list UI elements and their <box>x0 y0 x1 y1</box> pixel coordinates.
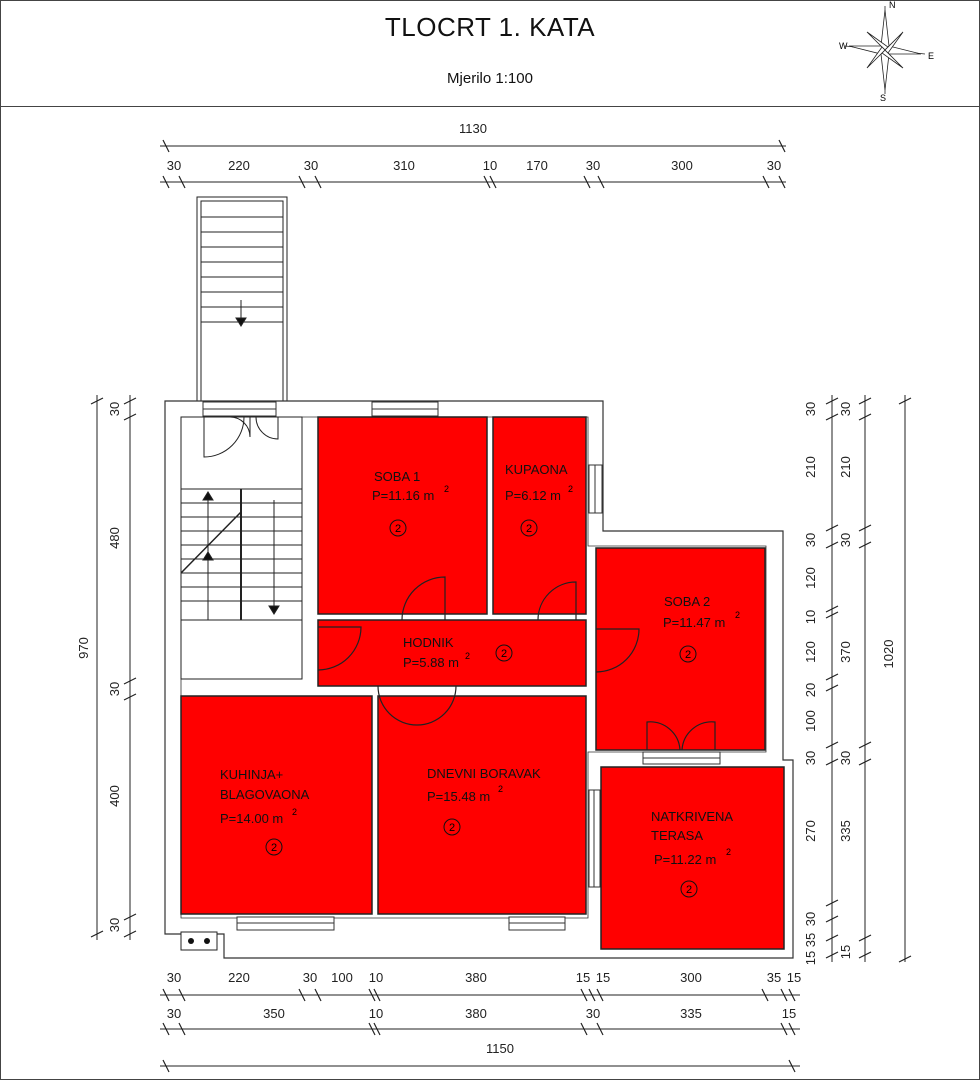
dim-bottom: 380 <box>465 1006 487 1021</box>
dim-bottom: 30 <box>166 1006 182 1021</box>
room-name-2: BLAGOVAONA <box>220 787 310 802</box>
dim-bottom: 15 <box>781 1006 797 1021</box>
dim-right: 10 <box>803 609 818 625</box>
dim-right: 270 <box>803 820 818 842</box>
dim-top-total: 1130 <box>459 121 487 136</box>
dim-bottom: 10 <box>368 1006 384 1021</box>
dim-top: 220 <box>228 158 250 173</box>
dim-bottom: 30 <box>166 970 182 985</box>
floor-marker: 2 <box>684 649 692 661</box>
plan-title: TLOCRT 1. KATA <box>384 12 596 42</box>
dim-top: 30 <box>585 158 601 173</box>
bottom-dimension-lines <box>160 989 800 1072</box>
room-soba-2[interactable] <box>596 548 765 750</box>
room-name: KUPAONA <box>505 462 568 477</box>
room-name: KUHINJA+ <box>220 767 284 782</box>
dim-top: 30 <box>303 158 319 173</box>
external-staircase <box>197 197 287 402</box>
dim-bottom-total: 1150 <box>486 1041 514 1056</box>
dim-bottom: 350 <box>263 1006 285 1021</box>
floor-marker: 2 <box>270 842 278 854</box>
dim-right: 30 <box>838 750 853 766</box>
right-dimension-lines <box>826 395 911 962</box>
dim-left: 30 <box>107 681 122 697</box>
room-name: SOBA 2 <box>664 594 711 609</box>
dim-top: 170 <box>526 158 548 173</box>
dim-right: 120 <box>803 641 818 663</box>
dim-left-total: 970 <box>76 637 91 659</box>
room-name: SOBA 1 <box>374 469 421 484</box>
dim-right: 210 <box>838 456 853 478</box>
dim-right: 15 <box>803 950 818 966</box>
room-dnevni-boravak[interactable] <box>378 696 586 914</box>
floor-marker: 2 <box>500 648 508 660</box>
dim-right: 30 <box>803 911 818 927</box>
dim-bottom: 220 <box>228 970 250 985</box>
dim-right: 335 <box>838 820 853 842</box>
room-area: P=15.48 m <box>427 789 491 804</box>
floor-marker: 2 <box>525 523 533 535</box>
dim-right: 120 <box>803 567 818 589</box>
compass-w: W <box>839 41 848 51</box>
floor-marker: 2 <box>448 822 456 834</box>
dim-top: 10 <box>482 158 498 173</box>
room-area: P=6.12 m <box>505 488 562 503</box>
room-area: P=14.00 m <box>220 811 284 826</box>
dim-right: 15 <box>838 944 853 960</box>
dim-right: 370 <box>838 641 853 663</box>
stove-icon <box>181 932 217 950</box>
dim-bottom: 100 <box>331 970 353 985</box>
dim-right: 30 <box>803 401 818 417</box>
dim-bottom: 15 <box>575 970 591 985</box>
dim-right: 100 <box>803 710 818 732</box>
dim-bottom: 10 <box>368 970 384 985</box>
dim-right: 210 <box>803 456 818 478</box>
room-area: P=5.88 m <box>403 655 460 670</box>
room-area: P=11.16 m <box>372 488 435 503</box>
dim-bottom: 380 <box>465 970 487 985</box>
dim-top: 300 <box>671 158 693 173</box>
dim-left: 30 <box>107 401 122 417</box>
area-sup: 2 <box>735 610 741 620</box>
dim-top: 30 <box>766 158 782 173</box>
room-kuhinja[interactable] <box>181 696 372 914</box>
area-sup: 2 <box>498 784 504 794</box>
area-sup: 2 <box>726 847 732 857</box>
dim-right: 20 <box>803 682 818 698</box>
dim-bottom: 300 <box>680 970 702 985</box>
room-kupaona[interactable] <box>493 417 586 614</box>
dim-bottom: 30 <box>585 1006 601 1021</box>
dim-left: 30 <box>107 917 122 933</box>
floor-marker: 2 <box>685 884 693 896</box>
room-name: NATKRIVENA <box>651 809 734 824</box>
dim-bottom: 15 <box>595 970 611 985</box>
area-sup: 2 <box>568 484 574 494</box>
dim-bottom: 15 <box>786 970 802 985</box>
dim-top: 30 <box>166 158 182 173</box>
dim-bottom: 30 <box>302 970 318 985</box>
floor-marker: 2 <box>394 523 402 535</box>
room-name-2: TERASA <box>651 828 704 843</box>
dim-right: 30 <box>803 532 818 548</box>
compass-e: E <box>928 51 935 61</box>
room-area: P=11.47 m <box>663 615 726 630</box>
room-name: DNEVNI BORAVAK <box>427 766 541 781</box>
room-hodnik[interactable] <box>318 620 586 686</box>
dim-right: 30 <box>803 750 818 766</box>
dim-left: 480 <box>107 527 122 549</box>
area-sup: 2 <box>292 807 298 817</box>
dim-bottom: 335 <box>680 1006 702 1021</box>
room-soba-1[interactable] <box>318 417 487 614</box>
dim-right-total: 1020 <box>881 639 896 669</box>
dim-right: 35 <box>803 932 818 948</box>
dim-right: 30 <box>838 532 853 548</box>
left-dimension-lines <box>91 395 136 940</box>
room-area: P=11.22 m <box>654 852 717 867</box>
dim-top: 310 <box>393 158 415 173</box>
plan-scale: Mjerilo 1:100 <box>447 70 533 87</box>
area-sup: 2 <box>465 651 471 661</box>
dim-left: 400 <box>107 785 122 807</box>
compass-n: N <box>889 0 896 10</box>
dim-bottom: 35 <box>766 970 782 985</box>
area-sup: 2 <box>444 484 450 494</box>
room-name: HODNIK <box>403 635 454 650</box>
compass-s: S <box>880 93 887 103</box>
dim-right: 30 <box>838 401 853 417</box>
